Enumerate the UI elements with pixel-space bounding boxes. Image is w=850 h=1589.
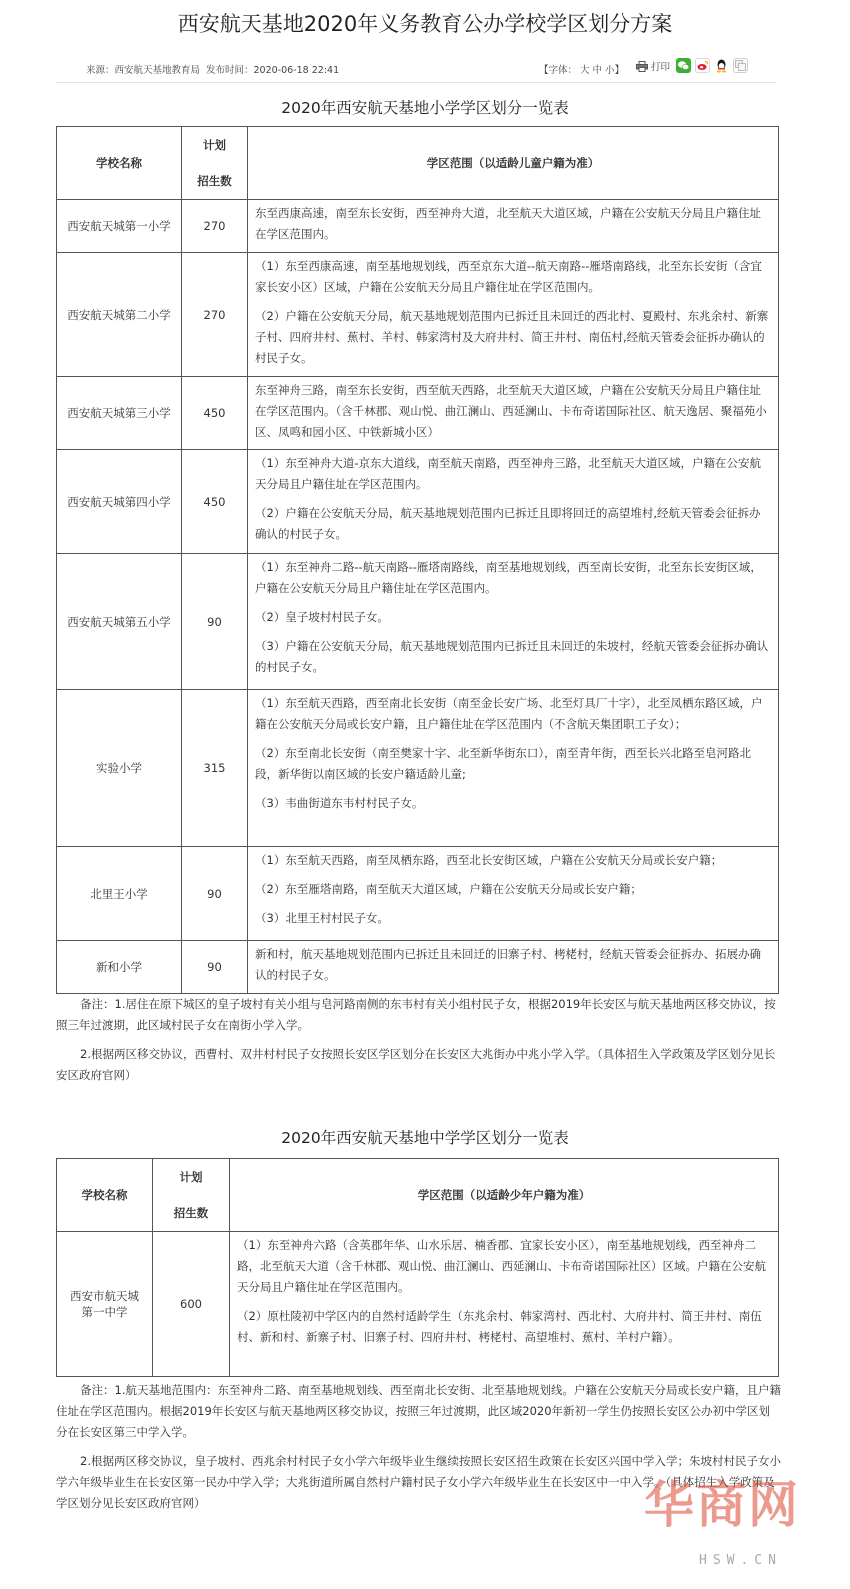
district-range: （1）东至神舟六路（含英郡年华、山水乐居、楠香郡、宜家长安小区），南至基地规划线，西至神舟二路，北至航天大道（含千林郡、观山悦、曲江澜山、西延澜山、卡布奇诺国际社区）区域。户籍在公安航天分局且户籍住址在学区范围内。 （2）原杜陵初中学区内的自然村适龄学生（东兆余村、韩家湾村、西北村、大府井村、简王井村、南伍村、新和村、新寨子村、旧寨子村、四府井村、栲栳村、高望堆村、蕉村、羊村户籍）。 [230,1232,779,1377]
note-paragraph: 备注：1.航天基地范围内：东至神舟二路、南至基地规划线、西至南北长安街、北至基地规划线。户籍在公安航天分局或长安户籍，且户籍住址在学区范围内。根据2019年长安区与航天基地两区移交协议，按照三年过渡期，此区域2020年新初一学生仍按照长安区公办初中学区划分在长安区第三中学入学。 [56,1383,781,1439]
copy-icon[interactable] [733,58,748,73]
quota: 600 [153,1232,230,1377]
watermark-logo-text: 华商网 [644,1475,800,1534]
middle-district-table [56,1158,779,1377]
table-row [57,1232,779,1377]
font-small-button[interactable]: 小 [605,65,615,76]
quota: 90 [182,847,248,941]
district-range: 东至西康高速，南至东长安街，西至神舟大道，北至航天大道区域，户籍在公安航天分局且户籍住址在学区范围内。 [248,200,779,253]
table-header-row [57,127,779,200]
middle-table-title: 2020年西安航天基地中学学区划分一览表 [281,1129,569,1147]
header-range: 学区范围（以适龄儿童户籍为准） [248,127,779,200]
font-medium-button[interactable]: 中 [592,65,603,76]
district-range: （1）东至航天西路，南至凤栖东路，西至北长安街区域，户籍在公安航天分局或长安户籍； （2）东至雁塔南路，南至航天大道区域，户籍在公安航天分局或长安户籍； （3）北里王村村民子女。 [248,847,779,941]
school-name: 西安市航天城 第一中学 [57,1232,153,1377]
brand-watermark [604,1465,834,1580]
primary-table-title: 2020年西安航天基地小学学区划分一览表 [281,99,569,117]
school-name: 实验小学 [57,690,182,847]
publish-time: 发布时间：2020-06-18 22:41 [206,65,340,76]
quota: 270 [182,253,248,377]
table-row [57,847,779,941]
page-title: 西安航天基地2020年义务教育公办学校学区划分方案 [177,12,673,36]
district-range: （1）东至西康高速，南至基地规划线，西至京东大道--航天南路--雁塔南路线，北至东长安街（含宜家长安小区）区域，户籍在公安航天分局且户籍住址在学区范围内。 （2）户籍在公安航天分局，航天基地规划范围内已拆迁且未回迁的西北村、夏殿村、东兆余村、新寨子村、四府井村、蕉村、羊村、韩家湾村及大府井村、简王井村、南伍村,经航天管委会征拆办确认的村民子女。 [248,253,779,377]
note-paragraph: 2.根据两区移交协议，西曹村、双井村村民子女按照长安区学区划分在长安区大兆街办中兆小学入学。（具体招生入学政策及学区划分见长安区政府官网） [56,1047,776,1082]
wechat-icon[interactable] [676,58,691,73]
weibo-icon[interactable] [695,58,710,73]
header-quota: 计划 招生数 [182,127,248,200]
quota: 270 [182,200,248,253]
school-name: 西安航天城第三小学 [57,377,182,450]
district-range: （1）东至神舟大道-京东大道线，南至航天南路，西至神舟三路，北至航天大道区域，户籍在公安航天分局且户籍住址在学区范围内。 （2）户籍在公安航天分局，航天基地规划范围内已拆迁且即将回迁的高望堆村,经航天管委会征拆办确认的村民子女。 [248,450,779,554]
watermark-url: HSW.CN [699,1553,782,1568]
article-source: 来源：西安航天基地教育局 [86,65,201,76]
primary-notes [56,994,781,1094]
quota: 90 [182,941,248,994]
quota: 450 [182,450,248,554]
printer-icon [636,61,648,72]
quota: 90 [182,554,248,690]
district-range: （1）东至航天西路，西至南北长安街（南至金长安广场、北至灯具厂十字），北至凤栖东路区域，户籍在公安航天分局或长安户籍，且户籍住址在学区范围内（不含航天集团职工子女）； （2）东至南北长安街（南至樊家十字、北至新华街东口），南至青年街，西至长兴北路至皂河路北段，新华街以南区域的长安户籍适龄儿童; （3）韦曲街道东韦村村民子女。 [248,690,779,847]
table-row [57,253,779,377]
qq-icon[interactable] [714,58,729,73]
table-row [57,377,779,450]
note-paragraph: 2.根据两区移交协议，皇子坡村、西兆余村村民子女小学六年级毕业生继续按照长安区招生政策在长安区兴国中学入学；朱坡村村民子女小学六年级毕业生在长安区第一民办中学入学；大兆街道所属自然村户籍村民子女小学六年级毕业生在长安区中一中入学。（具体招生入学政策及学区划分见长安区政府官网） [56,1454,781,1510]
table-row [57,554,779,690]
font-large-button[interactable]: 大 [580,65,590,76]
table-header-row [57,1159,779,1232]
primary-district-table [56,126,779,994]
table-row [57,200,779,253]
header-school: 学校名称 [57,1159,153,1232]
school-name: 西安航天城第一小学 [57,200,182,253]
school-name: 西安航天城第五小学 [57,554,182,690]
header-quota: 计划 招生数 [153,1159,230,1232]
header-range: 学区范围（以适龄少年户籍为准） [230,1159,779,1232]
print-label: 打印 [651,62,671,73]
district-range: 新和村，航天基地规划范围内已拆迁且未回迁的旧寨子村、栲栳村，经航天管委会征拆办、拓展办确认的村民子女。 [248,941,779,994]
font-size-close: 】 [614,65,625,76]
table-row [57,450,779,554]
district-range: 东至神舟三路，南至东长安街，西至航天西路，北至航天大道区域，户籍在公安航天分局且户籍住址在学区范围内。（含千林郡、观山悦、曲江澜山、西延澜山、卡布奇诺国际社区、航天逸居、聚福苑小区、凤鸣和园小区、中铁新城小区） [248,377,779,450]
table-row [57,941,779,994]
share-bar [676,58,748,73]
article-meta-bar [56,56,776,83]
font-size-label: 【字体： [539,65,578,76]
district-range: （1）东至神舟二路--航天南路--雁塔南路线，南至基地规划线，西至南长安街，北至东长安街区域，户籍在公安航天分局且户籍住址在学区范围内。 （2）皇子坡村村民子女。 （3）户籍在公安航天分局，航天基地规划范围内已拆迁且未回迁的朱坡村，经航天管委会征拆办确认的村民子女。 [248,554,779,690]
school-name: 新和小学 [57,941,182,994]
table-row [57,690,779,847]
header-school: 学校名称 [57,127,182,200]
note-paragraph: 备注：1.居住在原下城区的皇子坡村有关小组与皂河路南侧的东韦村有关小组村民子女，根据2019年长安区与航天基地两区移交协议，按照三年过渡期，此区域村民子女在南街小学入学。 [56,997,776,1032]
school-name: 西安航天城第四小学 [57,450,182,554]
quota: 450 [182,377,248,450]
school-name: 西安航天城第二小学 [57,253,182,377]
quota: 315 [182,690,248,847]
print-button[interactable] [636,59,670,73]
font-size-switcher [539,62,624,76]
school-name: 北里王小学 [57,847,182,941]
